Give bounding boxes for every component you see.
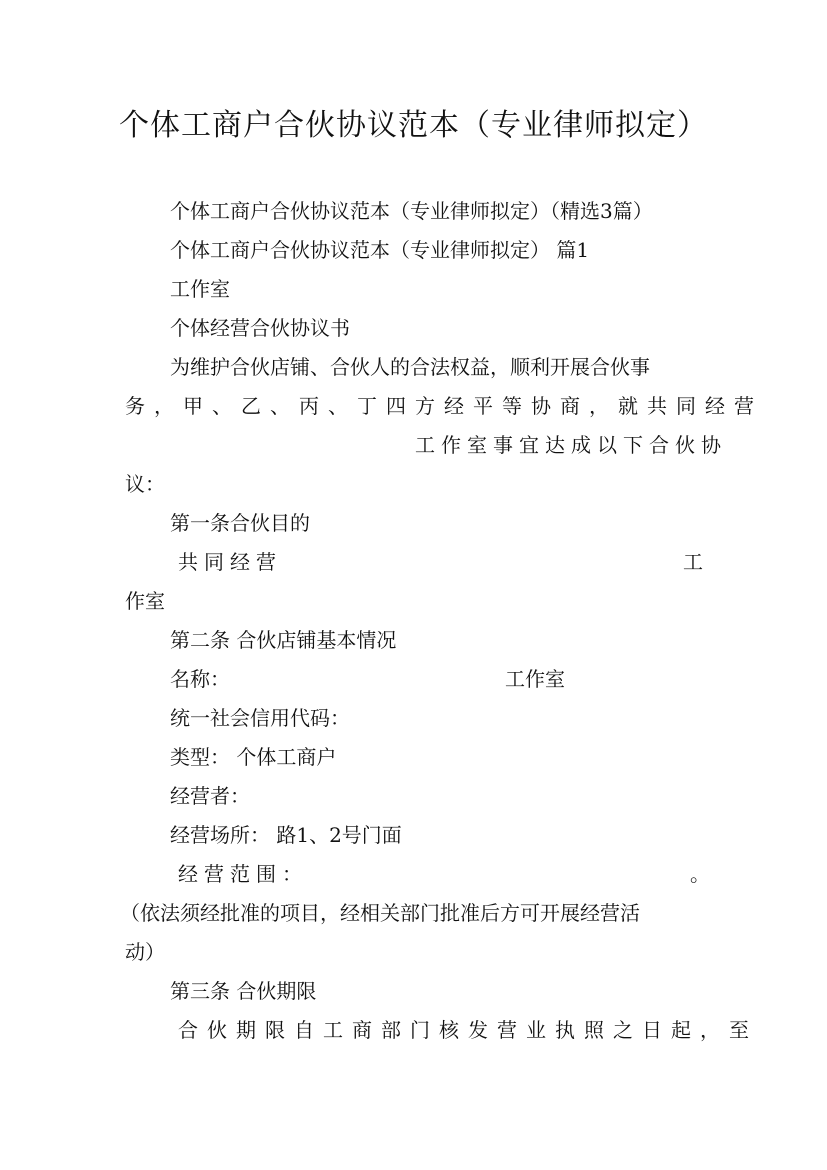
paragraph-line: 合伙期限自工商部门核发营业执照之日起，至: [178, 1018, 758, 1042]
field-value: 。: [690, 862, 710, 886]
paragraph-line: 务，甲、乙、丙、丁四方经平等协商，就共同经营: [125, 394, 763, 418]
paragraph-line: 议：: [125, 472, 165, 496]
field-label: 名称：: [170, 667, 230, 691]
paragraph-line: 作室: [125, 589, 165, 613]
paragraph-line: 动）: [125, 940, 165, 964]
document-title: 个体工商户合伙协议范本（专业律师拟定）: [119, 108, 708, 143]
paragraph-line: 为维护合伙店铺、合伙人的合法权益，顺利开展合伙事: [170, 355, 650, 379]
article-heading: 第三条 合伙期限: [170, 979, 317, 1003]
field-label: 经营范围：: [178, 862, 308, 886]
article-heading: 第一条合伙目的: [170, 511, 310, 535]
field-label: 经营者：: [170, 784, 250, 808]
section-heading: 个体工商户合伙协议范本（专业律师拟定） 篇1: [170, 238, 590, 262]
field-value: 工作室: [505, 667, 565, 691]
paragraph-line: 工作室: [170, 277, 230, 301]
paragraph-line: 工: [683, 550, 703, 574]
field-label: 经营场所： 路1、2号门面: [170, 823, 402, 847]
field-label: 统一社会信用代码：: [170, 706, 350, 730]
paragraph-line: 工作室事宜达成以下合伙协: [415, 433, 727, 457]
article-heading: 第二条 合伙店铺基本情况: [170, 628, 397, 652]
paragraph-line: （依法须经批准的项目，经相关部门批准后方可开展经营活: [120, 901, 640, 925]
paragraph-line: 个体经营合伙协议书: [170, 316, 350, 340]
paragraph-line: 共同经营: [178, 550, 282, 574]
subtitle-line: 个体工商户合伙协议范本（专业律师拟定）（精选3篇）: [170, 199, 653, 223]
field-label: 类型： 个体工商户: [170, 745, 337, 769]
